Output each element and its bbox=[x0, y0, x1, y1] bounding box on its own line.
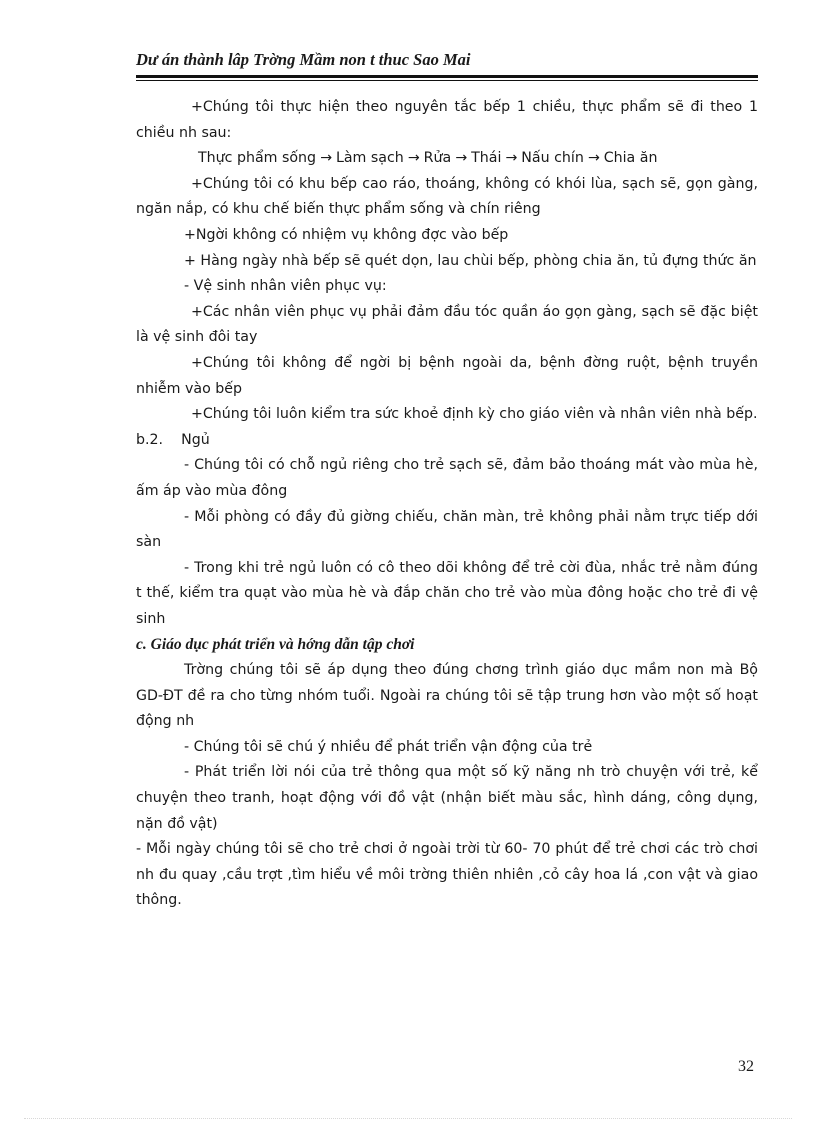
paragraph-curriculum: Trờng chúng tôi sẽ áp dụng theo đúng chơng trình giáo dục mầm non mà Bộ GD-ĐT đề ra cho từng nhóm tuổi. Ngoài ra chúng tôi sẽ tập trung hơn vào một số hoạt động nh bbox=[136, 662, 758, 730]
flow-step: Làm sạch bbox=[335, 150, 404, 167]
header-rule-thick bbox=[136, 75, 758, 78]
flow-step: Thực phẩm sống bbox=[198, 150, 317, 167]
header-title: Dư án thành lâp Trờng Mầm non t thuc Sao Mai bbox=[136, 50, 471, 69]
page-number: 32 bbox=[738, 1058, 754, 1075]
flow-step: Nấu chín bbox=[521, 150, 584, 167]
page-header bbox=[136, 50, 758, 70]
paragraph-kitchen-area: +Chúng tôi có khu bếp cao ráo, thoáng, không có khói lùa, sạch sẽ, gọn gàng, ngăn nắp, có khu chế biến thực phẩm sống và chín riêng bbox=[136, 175, 758, 218]
flow-step: Chia ăn bbox=[603, 150, 658, 167]
flow-step: Rửa bbox=[423, 150, 452, 167]
paragraph-staff-hygiene: - Vệ sinh nhân viên phục vụ: bbox=[184, 278, 387, 295]
food-flow-line bbox=[136, 146, 758, 172]
paragraph-speech-development: - Phát triển lời nói của trẻ thông qua một số kỹ năng nh trò chuyện với trẻ, kể chuyện theo tranh, hoạt động với đồ vật (nhận biết màu sắc, hình dáng, công dụng, nặn đồ vật) bbox=[136, 764, 758, 832]
paragraph-sleep-area: - Chúng tôi có chỗ ngủ riêng cho trẻ sạch sẽ, đảm bảo thoáng mát vào mùa hè, ấm áp vào mùa đông bbox=[136, 457, 758, 499]
paragraph-health-check: +Chúng tôi luôn kiểm tra sức khoẻ định kỳ cho giáo viên và nhân viên nhà bếp. bbox=[191, 406, 758, 423]
arrow-right-icon: → bbox=[455, 150, 468, 167]
arrow-right-icon: → bbox=[407, 150, 420, 167]
paragraph-motor-development: - Chúng tôi sẽ chú ý nhiều để phát triển vận động của trẻ bbox=[184, 738, 593, 755]
page-body bbox=[136, 95, 758, 914]
arrow-right-icon: → bbox=[587, 150, 600, 167]
paragraph-no-entry: +Ngời không có nhiệm vụ không đợc vào bếp bbox=[184, 226, 509, 243]
paragraph-bedding: - Mỗi phòng có đầy đủ giờng chiếu, chăn màn, trẻ không phải nằm trực tiếp dới sàn bbox=[136, 508, 758, 551]
section-heading-sleep: b.2. Ngủ bbox=[136, 431, 210, 448]
paragraph-outdoor-play: - Mỗi ngày chúng tôi sẽ cho trẻ chơi ở ngoài trời từ 60- 70 phút để trẻ chơi các trò chơi nh đu quay ,cầu trợt ,tìm hiểu về môi trờng thiên nhiên ,cỏ cây hoa lá ,con vật và giao thông. bbox=[136, 841, 758, 909]
paragraph-one-way-kitchen: +Chúng tôi thực hiện theo nguyên tắc bếp 1 chiều, thực phẩm sẽ đi theo 1 chiều nh sau: bbox=[136, 99, 758, 141]
flow-step: Thái bbox=[471, 150, 502, 167]
paragraph-no-sick-staff: +Chúng tôi không để ngời bị bệnh ngoài da, bệnh đờng ruột, bệnh truyền nhiễm vào bếp bbox=[136, 354, 758, 397]
paragraph-daily-cleaning: + Hàng ngày nhà bếp sẽ quét dọn, lau chùi bếp, phòng chia ăn, tủ đựng thức ăn bbox=[184, 252, 757, 269]
arrow-right-icon: → bbox=[320, 150, 332, 167]
paragraph-sleep-supervision: - Trong khi trẻ ngủ luôn có cô theo dõi không để trẻ cời đùa, nhắc trẻ nằm đúng t thế, kiểm tra quạt vào mùa hè và đắp chăn cho trẻ vào mùa đông hoặc cho trẻ đi vệ sinh bbox=[136, 559, 758, 627]
header-rule-thin bbox=[136, 80, 758, 81]
arrow-right-icon: → bbox=[505, 150, 518, 167]
footer-divider bbox=[24, 1118, 792, 1119]
paragraph-staff-appearance: +Các nhân viên phục vụ phải đảm đầu tóc quần áo gọn gàng, sạch sẽ đặc biệt là vệ sinh đôi tay bbox=[136, 303, 758, 346]
section-heading-education: c. Giáo dục phát triển và hớng dẫn tập chơi bbox=[136, 636, 415, 654]
